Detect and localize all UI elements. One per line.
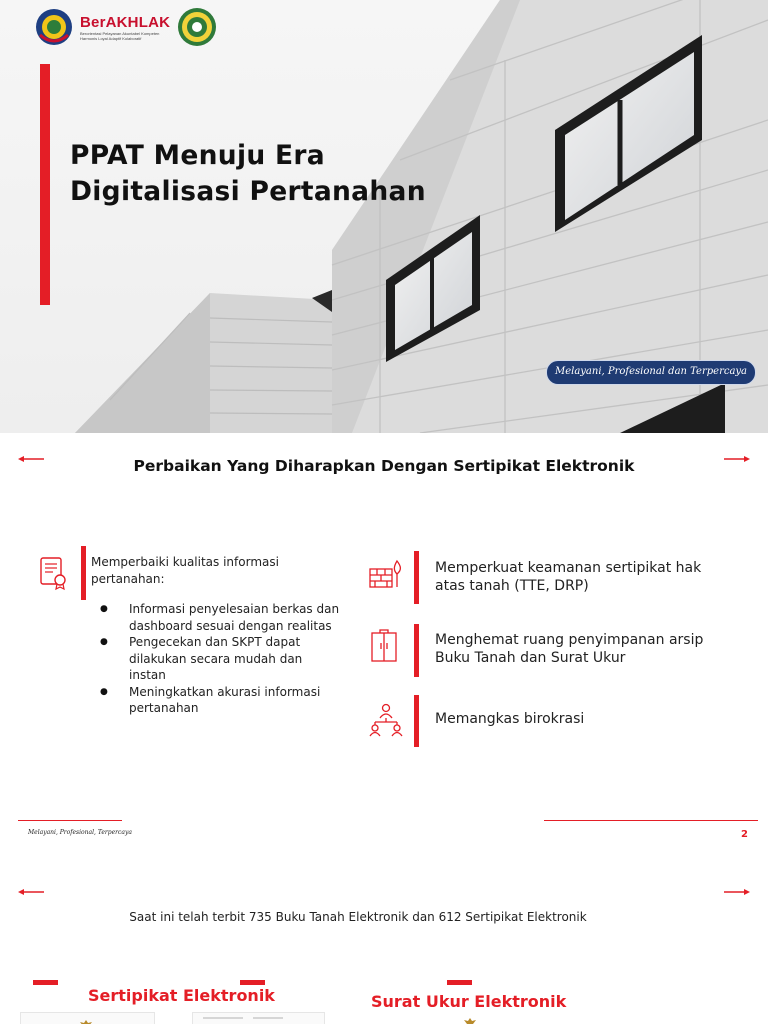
heading-sertipikat-elektronik: Sertipikat Elektronik <box>88 986 275 1005</box>
heading-surat-ukur-elektronik: Surat Ukur Elektronik <box>371 992 567 1011</box>
benefit-storage: Menghemat ruang penyimpanan arsip Buku Tanah dan Surat Ukur <box>435 632 704 666</box>
page-number: 2 <box>741 829 748 840</box>
berakhlak-wordmark: BerAKHLAK <box>80 13 171 31</box>
filing-cabinet-icon <box>370 629 400 663</box>
page-title <box>70 138 426 210</box>
improvements-slide <box>0 433 768 858</box>
accent-bar <box>414 695 419 747</box>
benefit-security: Memperkuat keamanan sertipikat hak atas tanah (TTE, DRP) <box>435 560 702 594</box>
survey-document-thumbnail <box>415 1012 535 1024</box>
statistics-slide <box>0 858 768 1024</box>
accent-mark <box>447 980 472 985</box>
bullet-list <box>100 601 340 717</box>
motto-badge: Melayani, Profesional dan Terpercaya <box>546 360 756 385</box>
certificate-document-icon <box>38 555 70 591</box>
logo-row <box>34 6 218 48</box>
title-accent-bar <box>40 64 50 305</box>
brick-wall-fire-icon <box>368 557 404 589</box>
accent-bar <box>414 551 419 604</box>
footer-divider-right <box>544 820 758 821</box>
garuda-emblem-icon <box>79 1019 93 1024</box>
document-line <box>253 1017 283 1019</box>
berakhlak-tagline: Berorientasi Pelayanan Akuntabel Kompeten Harmonis Loyal Adaptif Kolaboratif <box>80 30 160 41</box>
list-item: ● Pengecekan dan SKPT dapat dilakukan secara mudah dan instan <box>100 634 340 684</box>
certificate-thumbnail <box>192 1012 325 1024</box>
benefit-bureaucracy: Memangkas birokrasi <box>435 711 585 727</box>
arrow-left-icon <box>18 887 44 897</box>
document-line <box>203 1017 243 1019</box>
accent-bar <box>81 546 86 600</box>
berakhlak-logo <box>80 14 170 41</box>
accent-bar <box>414 624 419 677</box>
issuance-summary: Saat ini telah terbit 735 Buku Tanah Elektronik dan 612 Sertipikat Elektronik <box>129 910 587 924</box>
left-block-lead: Memperbaiki kualitas informasi pertanahan: <box>91 555 279 586</box>
atr-bpn-logo-icon <box>34 7 74 47</box>
accent-mark <box>240 980 265 985</box>
list-item: ● Informasi penyelesaian berkas dan dashboard sesuai dengan realitas <box>100 601 340 634</box>
garuda-emblem-icon <box>463 1017 477 1024</box>
footer-divider-left <box>18 820 122 821</box>
arrow-right-icon <box>724 887 750 897</box>
accent-mark <box>33 980 58 985</box>
title-slide <box>0 0 768 433</box>
people-hierarchy-icon <box>368 703 404 737</box>
title-line-2: Digitalisasi Pertanahan <box>70 176 426 207</box>
institution-seal-icon <box>176 6 218 48</box>
list-item: ● Meningkatkan akurasi informasi pertanahan <box>100 684 340 717</box>
slide-heading: Perbaikan Yang Diharapkan Dengan Sertipikat Elektronik <box>133 457 635 475</box>
title-line-1: PPAT Menuju Era <box>70 140 325 171</box>
footer-motto: Melayani, Profesional, Terpercaya <box>28 829 132 836</box>
certificate-thumbnail <box>20 1012 155 1024</box>
